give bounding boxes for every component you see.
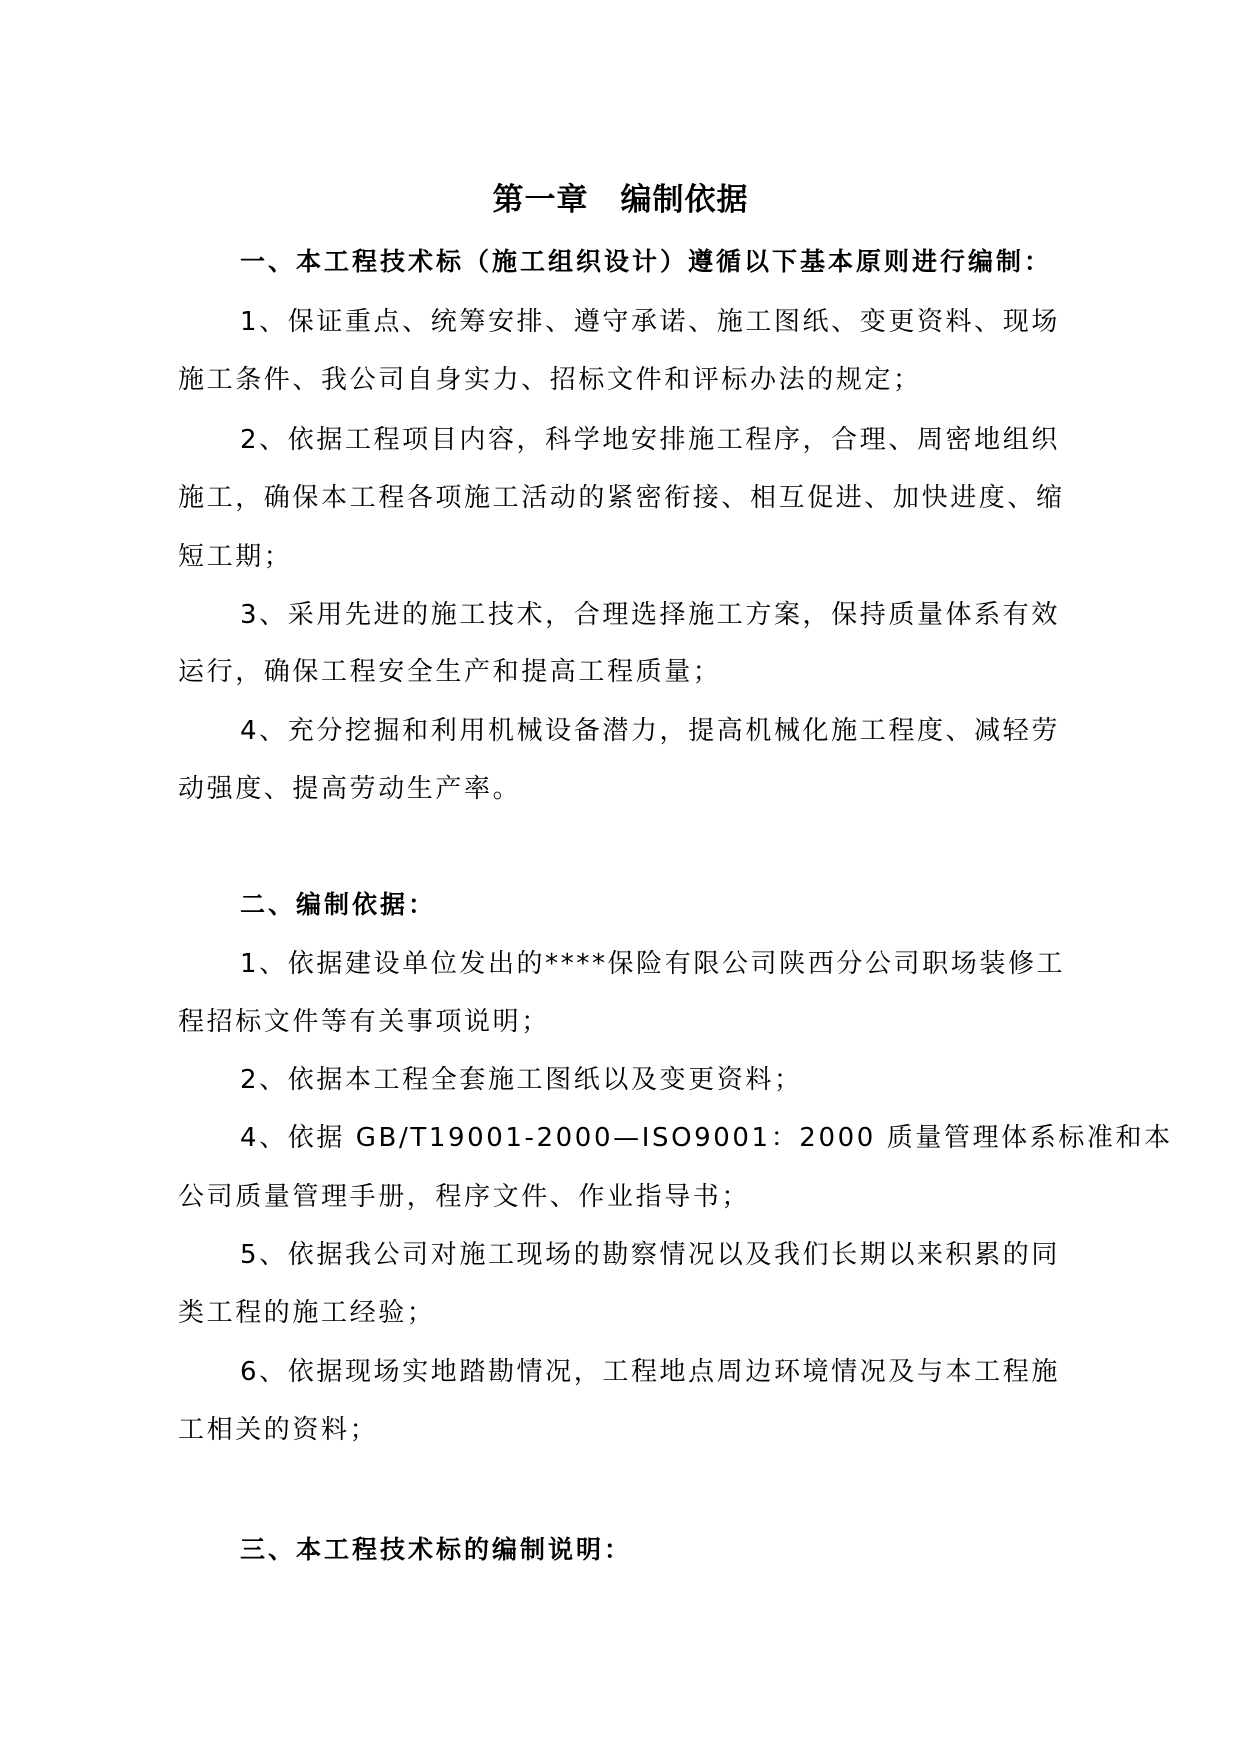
- paragraph-line: 施工，确保本工程各项施工活动的紧密衔接、相互促进、加快进度、缩: [178, 483, 1065, 513]
- paragraph-line: 2、依据本工程全套施工图纸以及变更资料；: [240, 1065, 803, 1095]
- paragraph-line: 程招标文件等有关事项说明；: [178, 1007, 550, 1037]
- paragraph-line: 短工期；: [178, 542, 293, 572]
- paragraph-line: 4、依据 GB/T19001-2000—ISO9001：2000 质量管理体系标准和本: [240, 1123, 1173, 1153]
- paragraph-line: 5、依据我公司对施工现场的勘察情况以及我们长期以来积累的同: [240, 1240, 1060, 1270]
- section-heading-basis: 二、编制依据：: [240, 890, 437, 919]
- paragraph-line: 1、保证重点、统筹安排、遵守承诺、施工图纸、变更资料、现场: [240, 307, 1060, 337]
- paragraph-line: 动强度、提高劳动生产率。: [178, 774, 522, 804]
- paragraph-line: 工相关的资料；: [178, 1415, 379, 1445]
- paragraph-line: 2、依据工程项目内容，科学地安排施工程序，合理、周密地组织: [240, 425, 1060, 455]
- paragraph-line: 4、充分挖掘和利用机械设备潜力，提高机械化施工程度、减轻劳: [240, 716, 1060, 746]
- section-heading-principles: 一、本工程技术标（施工组织设计）遵循以下基本原则进行编制：: [240, 247, 1053, 276]
- paragraph-line: 施工条件、我公司自身实力、招标文件和评标办法的规定；: [178, 365, 922, 395]
- paragraph-line: 运行，确保工程安全生产和提高工程质量；: [178, 657, 722, 687]
- paragraph-line: 1、依据建设单位发出的****保险有限公司陕西分公司职场装修工: [240, 949, 1066, 979]
- paragraph-line: 类工程的施工经验；: [178, 1298, 436, 1328]
- paragraph-line: 3、采用先进的施工技术，合理选择施工方案，保持质量体系有效: [240, 600, 1060, 630]
- paragraph-line: 公司质量管理手册，程序文件、作业指导书；: [178, 1182, 751, 1212]
- chapter-title: 第一章 编制依据: [492, 182, 749, 218]
- paragraph-line: 6、依据现场实地踏勘情况，工程地点周边环境情况及与本工程施: [240, 1357, 1060, 1387]
- section-heading-notes: 三、本工程技术标的编制说明：: [240, 1535, 633, 1564]
